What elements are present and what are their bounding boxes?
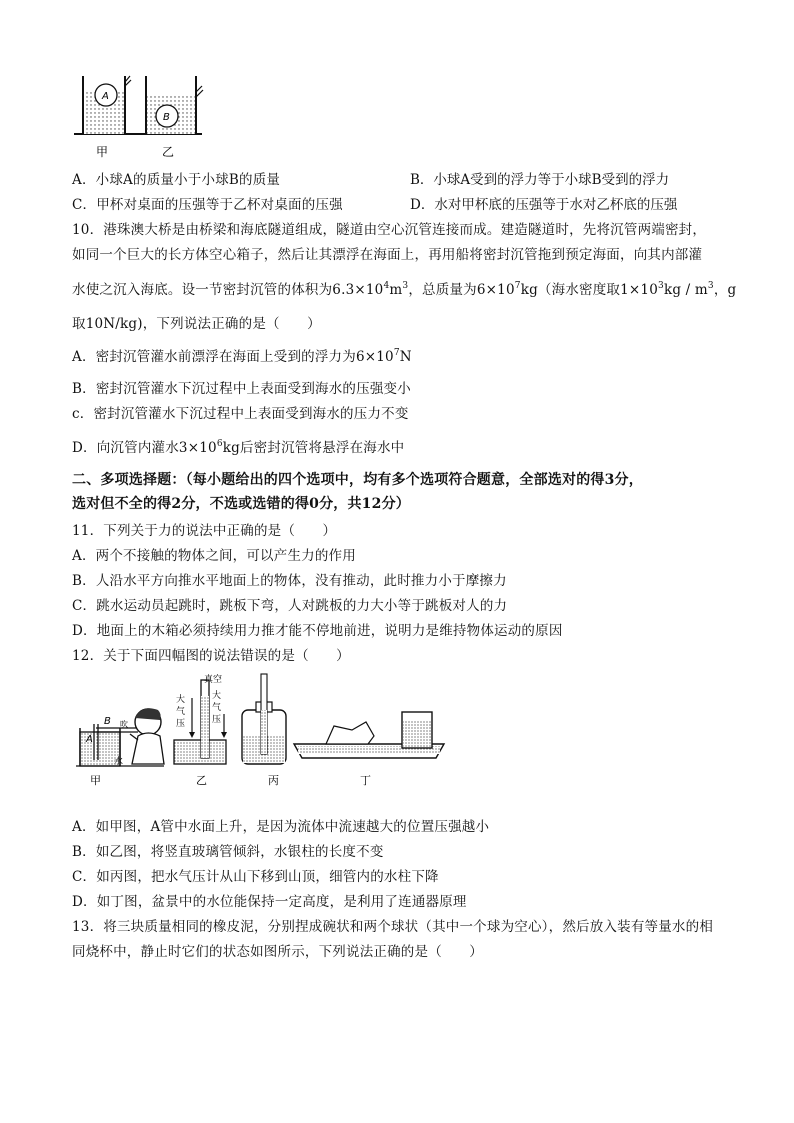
fig12-atm-left-1: 大: [176, 695, 186, 705]
q12-option-d: D．如丁图，盆景中的水位能保持一定高度，是利用了连通器原理: [72, 894, 467, 910]
fig12-blow: 吹: [120, 720, 128, 729]
fig12-yi: [174, 673, 227, 787]
q11-option-d: D．地面上的木箱必须持续用力推才能不停地前进，说明力是维持物体运动的原因: [72, 623, 563, 639]
fig12-water: 水: [114, 757, 124, 767]
q10-option-b: B．密封沉管灌水下沉过程中上表面受到海水的压强变小: [72, 381, 411, 397]
q13-stem-line1: 13．将三块质量相同的橡皮泥，分别捏成碗状和两个球状（其中一个球为空心），然后放入装有等量水的相: [72, 919, 714, 935]
q9-option-d: D．水对甲杯底的压强等于水对乙杯底的压强: [410, 197, 678, 213]
q9-option-c: C．甲杯对桌面的压强等于乙杯对桌面的压强: [72, 197, 343, 213]
fig12-vacuum: 真空: [204, 675, 223, 685]
fig9-caption-yi: 乙: [162, 145, 175, 159]
q12-option-a: A．如甲图，A管中水面上升，是因为流体中流速越大的位置压强越小: [72, 819, 490, 835]
fig9-label-a: A: [102, 91, 109, 102]
q12-option-b: B．如乙图，将竖直玻璃管倾斜，水银柱的长度不变: [72, 844, 384, 860]
q10-option-a: A．密封沉管灌水前漂浮在海面上受到的浮力为$6\times 10^7N$: [72, 348, 412, 365]
fig12-caption-yi: 乙: [196, 774, 207, 787]
fig9-caption-jia: 甲: [96, 145, 109, 159]
fig12-ding: [294, 712, 444, 787]
q10-stem-line4: 取10N/kg)，下列说法正确的是（ ）: [72, 316, 321, 332]
q9-option-b: B．小球A受到的浮力等于小球B受到的浮力: [410, 172, 670, 188]
fig12-bing: [242, 674, 286, 787]
beaker-jia: [83, 76, 131, 134]
q9-figure: [70, 72, 220, 160]
q12-option-c: C．如丙图，把水气压计从山下移到山顶，细管内的水柱下降: [72, 869, 439, 885]
q10-option-d: D．向沉管内灌水$3\times 10^6kg$后密封沉管将悬浮在海水中: [72, 439, 405, 456]
fig9-label-b: B: [163, 112, 170, 123]
q10-stem-line2: 如同一个巨大的长方体空心箱子，然后让其漂浮在海面上，再用船将密封沉管拖到预定海面，向其内部灌: [72, 247, 703, 263]
fig12-caption-jia: 甲: [90, 774, 101, 787]
q11-option-b: B．人沿水平方向推水平地面上的物体，没有推动，此时推力小于摩擦力: [72, 573, 507, 589]
fig12-caption-bing: 丙: [268, 774, 279, 787]
fig12-atm-left-3: 压: [176, 719, 186, 729]
q10-stem-line3: 水使之沉入海底。设一节密封沉管的体积为$6.3\times 10^4m^3$，总质量为$6\times 10^7kg$（海水密度取$1\times 10^3kg / m^3$，g: [72, 281, 737, 298]
q10-option-c: c．密封沉管灌水下沉过程中上表面受到海水的压力不变: [72, 406, 409, 422]
q10-stem-line1: 10．港珠澳大桥是由桥梁和海底隧道组成，隧道由空心沉管连接而成。建造隧道时，先将沉管两端密封，: [72, 222, 707, 238]
fig12-atm-right-3: 压: [212, 715, 222, 725]
section2-heading-line2: 选对但不全的得2分，不选或选错的得0分，共12分）: [72, 496, 410, 512]
q9-option-a: A．小球A的质量小于小球B的质量: [72, 172, 281, 188]
fig12-atm-left-2: 气: [176, 707, 186, 717]
q11-option-c: C．跳水运动员起跳时，跳板下弯，人对跳板的力大小等于跳板对人的力: [72, 598, 508, 614]
fig12-jia: [76, 708, 164, 787]
q12-stem: 12．关于下面四幅图的说法错误的是（ ）: [72, 648, 350, 664]
beaker-yi: [146, 76, 203, 134]
fig12-caption-ding: 丁: [360, 774, 371, 787]
q11-option-a: A．两个不接触的物体之间，可以产生力的作用: [72, 548, 356, 564]
fig12-atm-right-1: 大: [212, 691, 222, 701]
fig12-atm-right-2: 气: [212, 703, 222, 713]
fig12-label-a: A: [86, 734, 93, 745]
section2-heading-line1: 二、多项选择题：（每小题给出的四个选项中，均有多个选项符合题意，全部选对的得3分，: [72, 472, 643, 488]
q13-stem-line2: 同烧杯中，静止时它们的状态如图所示，下列说法正确的是（ ）: [72, 944, 483, 960]
q12-figure: [72, 670, 472, 790]
fig12-label-b: B: [104, 716, 111, 727]
q11-stem: 11．下列关于力的说法中正确的是（ ）: [72, 523, 337, 539]
